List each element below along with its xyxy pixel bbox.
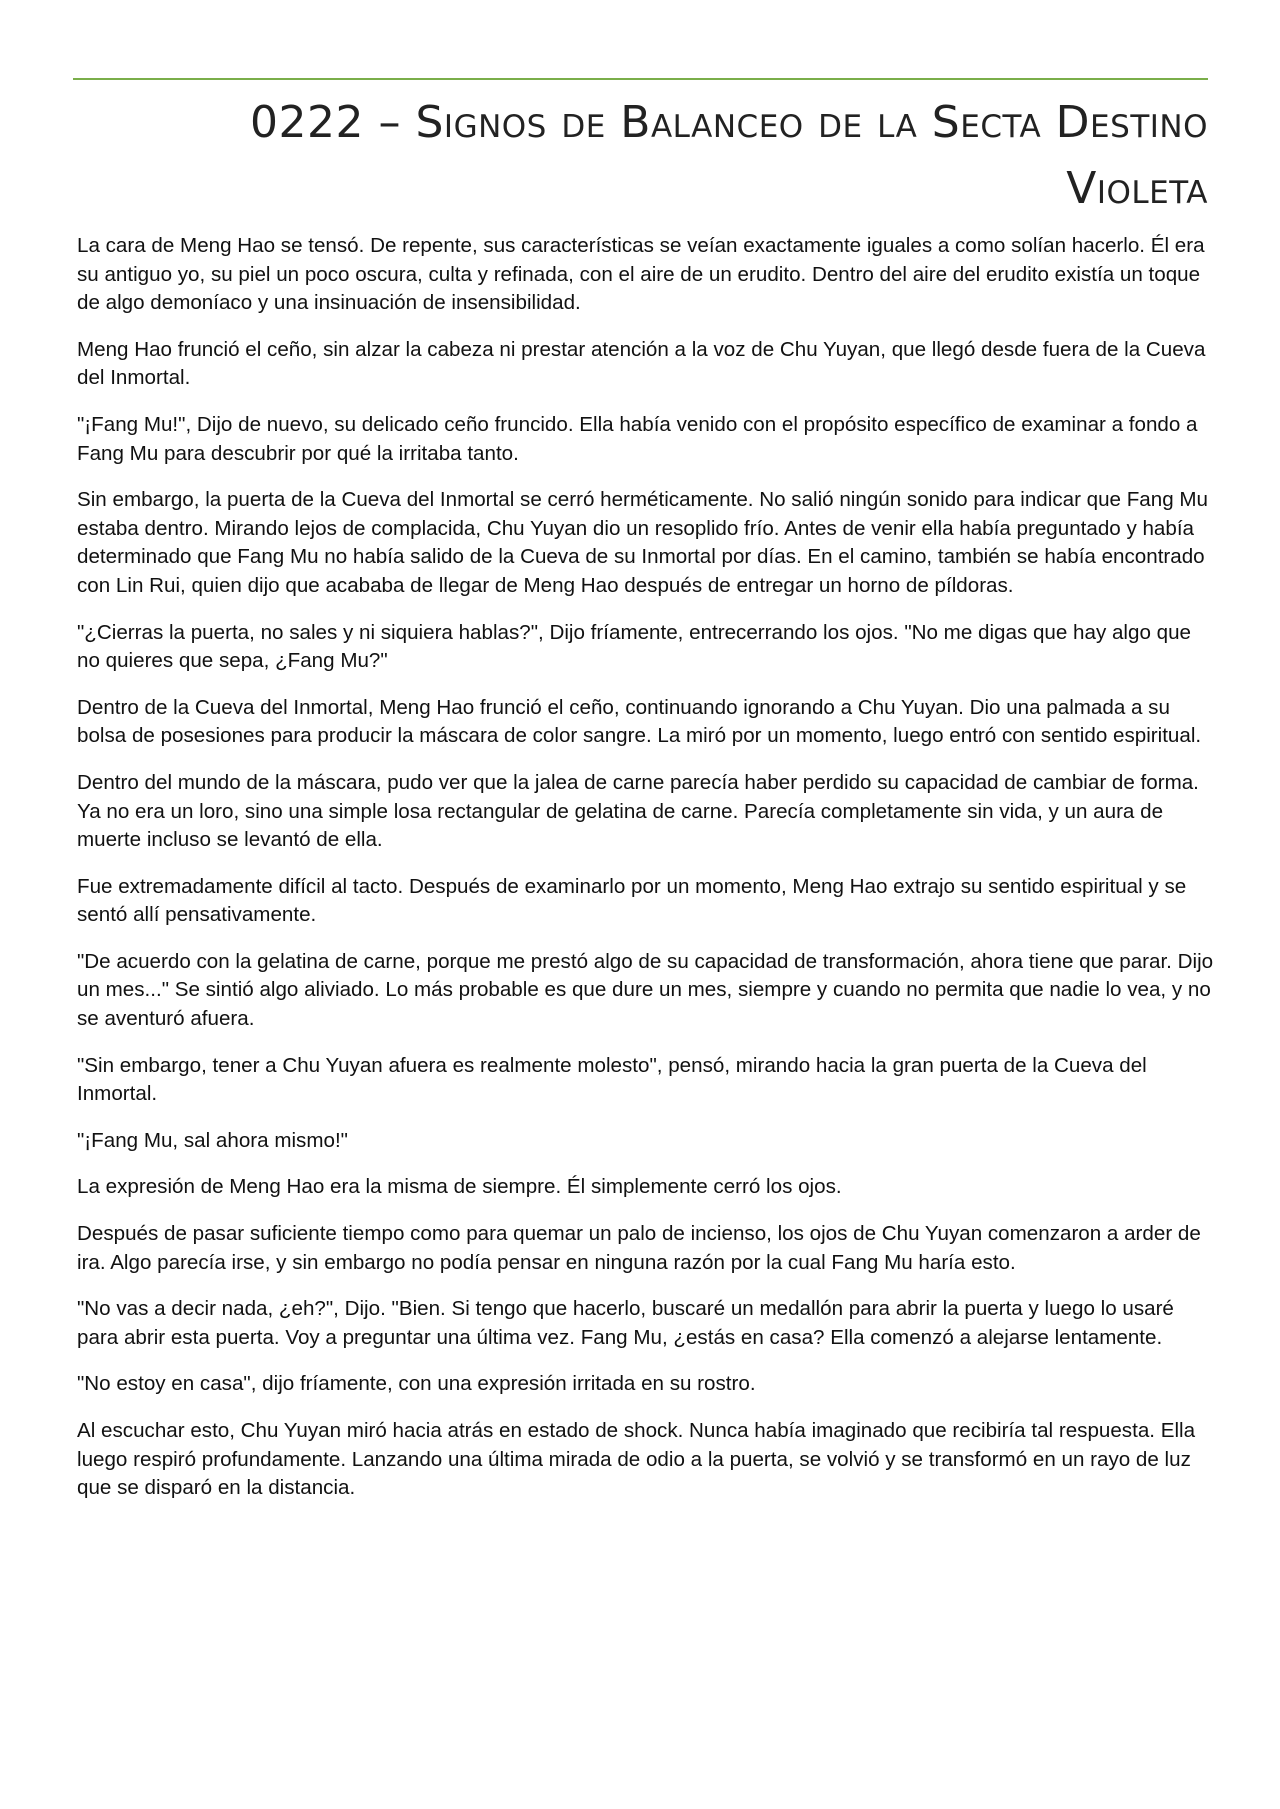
paragraph: "¡Fang Mu!", Dijo de nuevo, su delicado ceño fruncido. Ella había venido con el propósito específico de examinar a fondo a Fang Mu para descubrir por qué la irritaba tanto. (77, 412, 1198, 465)
chapter-body (77, 232, 1217, 1521)
paragraph: Fue extremadamente difícil al tacto. Después de examinarlo por un momento, Meng Hao extrajo su sentido espiritual y se sentó allí pensativamente. (77, 874, 1187, 927)
paragraph: "¡Fang Mu, sal ahora mismo!" (77, 1128, 348, 1152)
paragraph: "Sin embargo, tener a Chu Yuyan afuera es realmente molesto", pensó, mirando hacia la gran puerta de la Cueva del Inmortal. (77, 1053, 1147, 1106)
header-divider (73, 78, 1208, 80)
paragraph: Al escuchar esto, Chu Yuyan miró hacia atrás en estado de shock. Nunca había imaginado que recibiría tal respuesta. Ella luego respiró profundamente. Lanzando una última mirada de odio a la puerta, se volvió y se transformó en un rayo de luz que se disparó en la distancia. (77, 1419, 1196, 1500)
paragraph: Meng Hao frunció el ceño, sin alzar la cabeza ni prestar atención a la voz de Chu Yuyan, que llegó desde fuera de la Cueva del Inmortal. (77, 337, 1206, 390)
paragraph: La expresión de Meng Hao era la misma de siempre. Él simplemente cerró los ojos. (77, 1175, 842, 1199)
paragraph: Sin embargo, la puerta de la Cueva del Inmortal se cerró herméticamente. No salió ningún sonido para indicar que Fang Mu estaba dentro. Mirando lejos de complacida, Chu Yuyan dio un resoplido frío. Antes de venir ella había preguntado y había determinado que Fang Mu no había salido de la Cueva de su Inmortal por días. En el camino, también se había encontrado con Lin Rui, quien dijo que acababa de llegar de Meng Hao después de entregar un horno de píldoras. (77, 488, 1208, 597)
chapter-title: 0222 – Signos de Balanceo de la Secta Destino Violeta (250, 97, 1208, 214)
paragraph: "¿Cierras la puerta, no sales y ni siquiera hablas?", Dijo fríamente, entrecerrando los ojos. "No me digas que hay algo que no quieres que sepa, ¿Fang Mu?" (77, 620, 1191, 673)
paragraph: "No estoy en casa", dijo fríamente, con una expresión irritada en su rostro. (77, 1372, 756, 1396)
paragraph: Después de pasar suficiente tiempo como para quemar un palo de incienso, los ojos de Chu Yuyan comenzaron a arder de ira. Algo parecía irse, y sin embargo no podía pensar en ninguna razón por la cual Fang Mu haría esto. (77, 1222, 1201, 1274)
paragraph: La cara de Meng Hao se tensó. De repente, sus características se veían exactamente iguales a como solían hacerlo. Él era su antiguo yo, su piel un poco oscura, culta y refinada, con el aire de un erudito. Dentro del aire del erudito existía un toque de algo demoníaco y una insinuación de insensibilidad. (77, 234, 1205, 315)
paragraph: Dentro del mundo de la máscara, pudo ver que la jalea de carne parecía haber perdido su capacidad de cambiar de forma. Ya no era un loro, sino una simple losa rectangular de gelatina de carne. Parecía completamente sin vida, y un aura de muerte incluso se levantó de ella. (77, 770, 1199, 852)
paragraph: "De acuerdo con la gelatina de carne, porque me prestó algo de su capacidad de transformación, ahora tiene que parar. Dijo un mes..." Se sintió algo aliviado. Lo más probable es que dure un mes, siempre y cuando no permita que nadie lo vea, y no se aventuró afuera. (77, 949, 1214, 1031)
paragraph: Dentro de la Cueva del Inmortal, Meng Hao frunció el ceño, continuando ignorando a Chu Yuyan. Dio una palmada a su bolsa de posesiones para producir la máscara de color sangre. La miró por un momento, luego entró con sentido espiritual. (77, 695, 1202, 748)
paragraph: "No vas a decir nada, ¿eh?", Dijo. "Bien. Si tengo que hacerlo, buscaré un medallón para abrir la puerta y luego lo usaré para abrir esta puerta. Voy a preguntar una última vez. Fang Mu, ¿estás en casa? Ella comenzó a alejarse lentamente. (77, 1297, 1174, 1349)
